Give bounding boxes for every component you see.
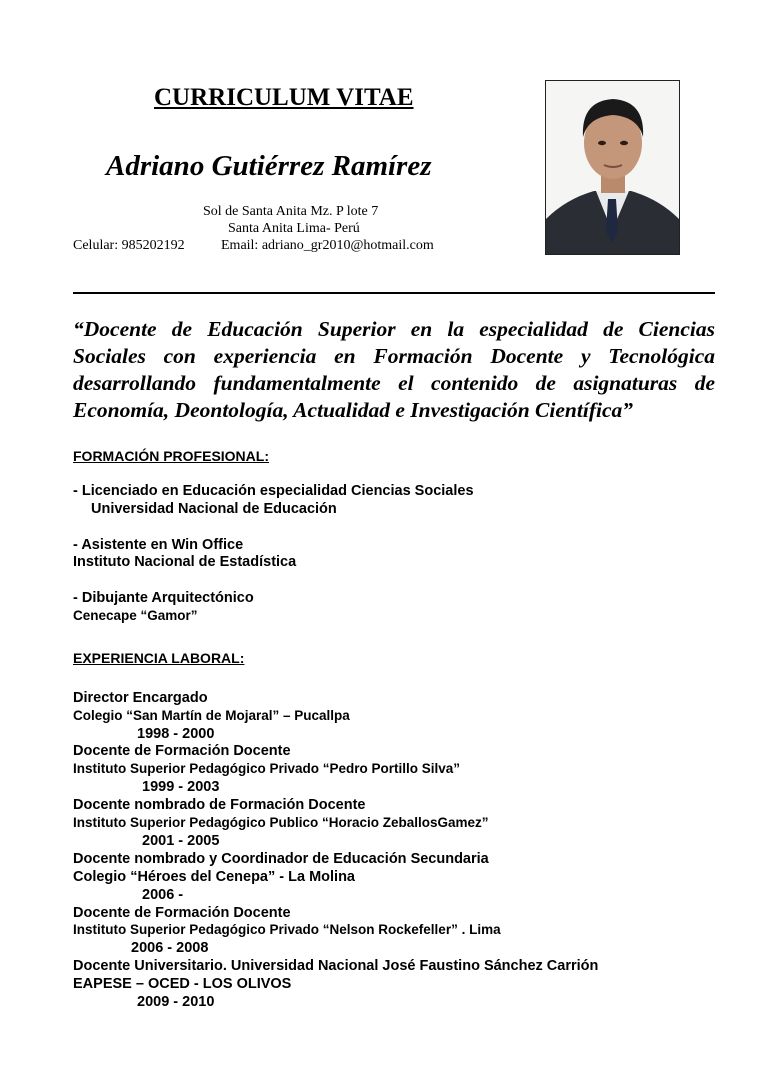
cv-title: CURRICULUM VITAE bbox=[154, 84, 414, 111]
experience-position: Docente de Formación Docente bbox=[73, 905, 291, 921]
portrait-icon bbox=[546, 81, 679, 254]
education-item-institution: Cenecape “Gamor” bbox=[73, 608, 198, 623]
education-heading: FORMACIÓN PROFESIONAL: bbox=[73, 448, 269, 464]
education-item-institution: Instituto Nacional de Estadística bbox=[73, 554, 297, 570]
person-name: Adriano Gutiérrez Ramírez bbox=[106, 150, 432, 182]
phone-number: Celular: 985202192 bbox=[73, 238, 185, 253]
education-item-title: - Asistente en Win Office bbox=[73, 537, 244, 553]
experience-period: 2009 - 2010 bbox=[137, 994, 215, 1010]
profile-line: Economía, Deontología, Actualidad e Investigación Científica” bbox=[73, 398, 633, 422]
experience-period: 2006 - 2008 bbox=[131, 940, 209, 956]
experience-position: Docente Universitario. Universidad Nacional José Faustino Sánchez Carrión bbox=[73, 958, 599, 974]
address-line-2: Santa Anita Lima- Perú bbox=[228, 221, 360, 236]
experience-institution: Instituto Superior Pedagógico Privado “Nelson Rockefeller” . Lima bbox=[73, 922, 501, 937]
experience-institution: Instituto Superior Pedagógico Publico “Horacio ZeballosGamez” bbox=[73, 815, 489, 830]
address-line-1: Sol de Santa Anita Mz. P lote 7 bbox=[203, 204, 379, 219]
profile-photo bbox=[545, 80, 680, 255]
education-item-title: - Licenciado en Educación especialidad Ciencias Sociales bbox=[73, 483, 474, 499]
experience-institution: Colegio “Héroes del Cenepa” - La Molina bbox=[73, 869, 355, 885]
experience-period: 1999 - 2003 bbox=[142, 779, 220, 795]
education-item-title: - Dibujante Arquitectónico bbox=[73, 590, 254, 606]
experience-period: 2001 - 2005 bbox=[142, 833, 220, 849]
email-address: Email: adriano_gr2010@hotmail.com bbox=[221, 238, 434, 253]
header-divider bbox=[73, 292, 715, 294]
experience-position: Docente nombrado y Coordinador de Educación Secundaria bbox=[73, 851, 489, 867]
experience-position: Director Encargado bbox=[73, 690, 208, 706]
experience-period: 2006 - bbox=[142, 887, 184, 903]
profile-line: desarrollando fundamentalmente el contenido de asignaturas de bbox=[73, 371, 715, 395]
experience-period: 1998 - 2000 bbox=[137, 726, 215, 742]
profile-line: “Docente de Educación Superior en la especialidad de Ciencias bbox=[73, 317, 715, 341]
education-item-institution: Universidad Nacional de Educación bbox=[91, 501, 337, 517]
profile-line: Sociales con experiencia en Formación Docente y Tecnológica bbox=[73, 344, 715, 368]
experience-position: Docente nombrado de Formación Docente bbox=[73, 797, 366, 813]
profile-summary bbox=[73, 316, 715, 424]
experience-institution: EAPESE – OCED - LOS OLIVOS bbox=[73, 976, 292, 992]
experience-heading: EXPERIENCIA LABORAL: bbox=[73, 650, 245, 666]
experience-institution: Colegio “San Martín de Mojaral” – Pucallpa bbox=[73, 708, 350, 723]
experience-position: Docente de Formación Docente bbox=[73, 743, 291, 759]
experience-institution: Instituto Superior Pedagógico Privado “Pedro Portillo Silva” bbox=[73, 761, 461, 776]
